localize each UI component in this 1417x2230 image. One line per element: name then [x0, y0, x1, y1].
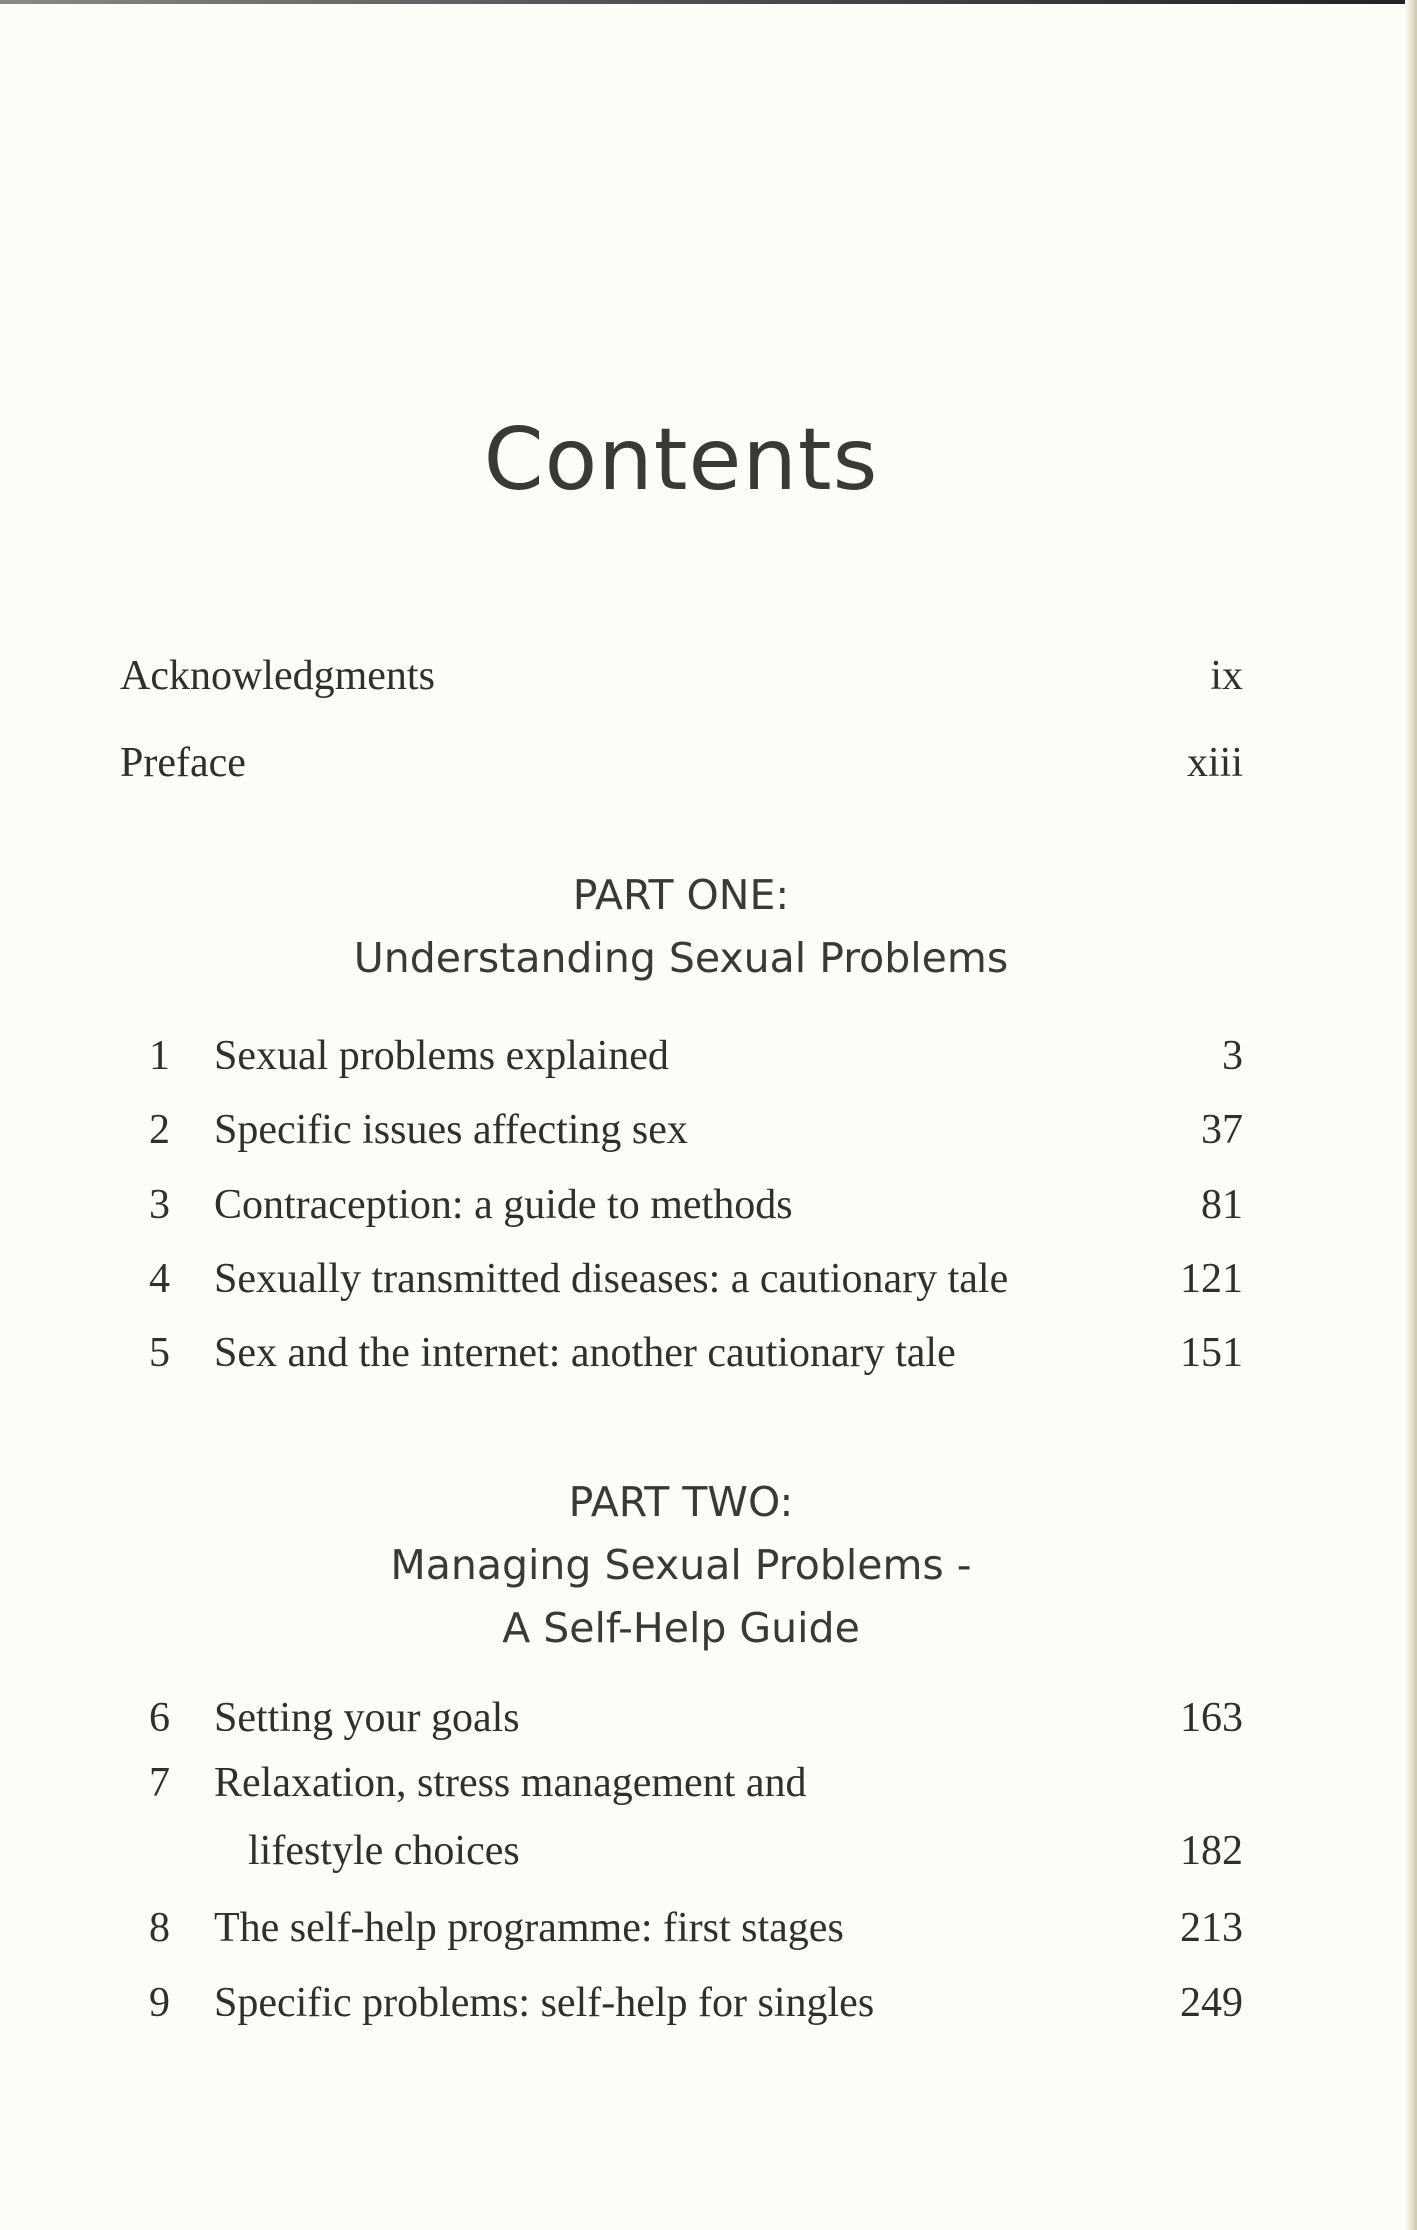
- part-two-heading: [0, 1471, 1362, 1660]
- chapter-title: Sex and the internet: another cautionary tale: [214, 1330, 956, 1376]
- chapter-title-continued: lifestyle choices: [248, 1828, 520, 1874]
- part-label: PART TWO:: [568, 1478, 794, 1526]
- chapter-number: 1: [149, 1033, 170, 1079]
- chapter-page-number: 3: [1222, 1033, 1243, 1079]
- chapter-title: The self-help programme: first stages: [214, 1905, 844, 1951]
- chapter-number: 4: [149, 1256, 170, 1302]
- chapter-page-number: 213: [1180, 1905, 1243, 1951]
- chapter-number: 7: [149, 1760, 170, 1806]
- chapter-page-number: 151: [1180, 1330, 1243, 1376]
- chapter-number: 8: [149, 1905, 170, 1951]
- toc-entry-chapter-7[interactable]: [130, 1755, 1243, 1875]
- chapter-title: Setting your goals: [214, 1695, 520, 1741]
- chapter-page-number: 163: [1180, 1695, 1243, 1741]
- chapter-page-number: 182: [1180, 1828, 1243, 1874]
- entry-title: Preface: [120, 740, 246, 786]
- chapter-number: 6: [149, 1695, 170, 1741]
- toc-entry-acknowledgments[interactable]: [120, 648, 1243, 704]
- chapter-title: Sexual problems explained: [214, 1033, 669, 1079]
- chapter-number: 3: [149, 1182, 170, 1228]
- chapter-title: Sexually transmitted diseases: a cautionary tale: [214, 1256, 1009, 1302]
- part-one-heading: [0, 864, 1362, 990]
- page-title: Contents: [483, 410, 879, 510]
- chapter-page-number: 81: [1201, 1182, 1243, 1228]
- chapter-title: Relaxation, stress management and: [214, 1760, 807, 1806]
- chapter-number: 5: [149, 1330, 170, 1376]
- part-subtitle-continued: A Self-Help Guide: [502, 1604, 860, 1652]
- toc-entry-preface[interactable]: [120, 735, 1243, 791]
- chapter-title: Specific issues affecting sex: [214, 1107, 688, 1153]
- chapter-page-number: 121: [1180, 1256, 1243, 1302]
- chapter-page-number: 249: [1180, 1980, 1243, 2026]
- chapter-number: 2: [149, 1107, 170, 1153]
- chapter-number: 9: [149, 1980, 170, 2026]
- part-label: PART ONE:: [572, 871, 790, 919]
- entry-title: Acknowledgments: [120, 653, 435, 699]
- part-subtitle: Understanding Sexual Problems: [353, 934, 1009, 982]
- chapter-title: Specific problems: self-help for singles: [214, 1980, 875, 2026]
- entry-page-number: xiii: [1186, 740, 1243, 786]
- entry-page-number: ix: [1210, 653, 1243, 699]
- chapter-title: Contraception: a guide to methods: [214, 1182, 793, 1228]
- chapter-page-number: 37: [1201, 1107, 1243, 1153]
- part-subtitle: Managing Sexual Problems -: [390, 1541, 972, 1589]
